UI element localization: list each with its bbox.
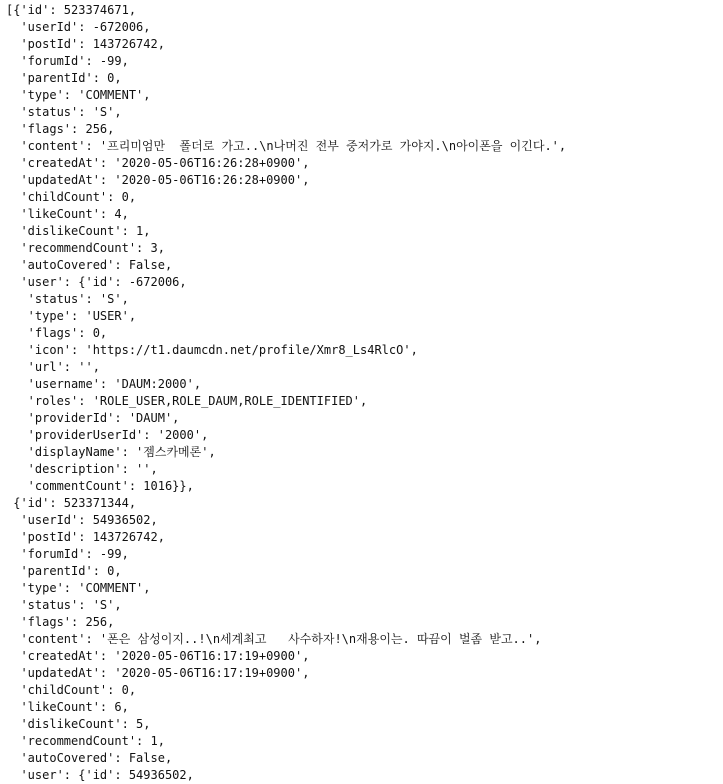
console-output <box>6 2 718 784</box>
output-line: 'user': {'id': 54936502, <box>6 768 194 782</box>
output-line: 'type': 'COMMENT', <box>6 581 151 595</box>
output-line: 'status': 'S', <box>6 105 122 119</box>
output-line: 'status': 'S', <box>6 598 122 612</box>
output-line: 'commentCount': 1016}}, <box>6 479 194 493</box>
output-line: 'providerUserId': '2000', <box>6 428 209 442</box>
output-line: [{'id': 523374671, <box>6 3 137 17</box>
output-line: 'parentId': 0, <box>6 71 122 85</box>
output-line: 'childCount': 0, <box>6 683 137 697</box>
output-line: 'likeCount': 4, <box>6 207 129 221</box>
output-line: 'recommendCount': 1, <box>6 734 165 748</box>
output-line: {'id': 523371344, <box>6 496 137 510</box>
output-line: 'displayName': '젬스카메론', <box>6 445 216 459</box>
output-line: 'content': '폰은 삼성이지..!\n세계최고 사수하자!\n재용이는. 따끔이 벌좀 받고..', <box>6 632 542 646</box>
output-line: 'user': {'id': -672006, <box>6 275 187 289</box>
output-line: 'autoCovered': False, <box>6 258 173 272</box>
output-line: 'postId': 143726742, <box>6 37 165 51</box>
output-line: 'parentId': 0, <box>6 564 122 578</box>
output-line: 'roles': 'ROLE_USER,ROLE_DAUM,ROLE_IDENTIFIED', <box>6 394 368 408</box>
output-line: 'flags': 256, <box>6 122 115 136</box>
output-line: 'likeCount': 6, <box>6 700 129 714</box>
output-line: 'flags': 256, <box>6 615 115 629</box>
output-line: 'forumId': -99, <box>6 547 129 561</box>
output-line: 'username': 'DAUM:2000', <box>6 377 202 391</box>
output-line: 'description': '', <box>6 462 158 476</box>
output-line: 'type': 'COMMENT', <box>6 88 151 102</box>
output-line: 'recommendCount': 3, <box>6 241 165 255</box>
output-line: 'dislikeCount': 1, <box>6 224 151 238</box>
output-line: 'createdAt': '2020-05-06T16:17:19+0900', <box>6 649 310 663</box>
output-line: 'url': '', <box>6 360 100 374</box>
output-line: 'updatedAt': '2020-05-06T16:26:28+0900', <box>6 173 310 187</box>
output-line: 'providerId': 'DAUM', <box>6 411 180 425</box>
output-line: 'userId': -672006, <box>6 20 151 34</box>
output-line: 'userId': 54936502, <box>6 513 158 527</box>
output-line: 'updatedAt': '2020-05-06T16:17:19+0900', <box>6 666 310 680</box>
output-line: 'autoCovered': False, <box>6 751 173 765</box>
output-line: 'postId': 143726742, <box>6 530 165 544</box>
output-line: 'type': 'USER', <box>6 309 137 323</box>
output-line: 'createdAt': '2020-05-06T16:26:28+0900', <box>6 156 310 170</box>
output-line: 'forumId': -99, <box>6 54 129 68</box>
output-line: 'content': '프리미엄만 폴더로 가고..\n나머진 전부 중저가로 가야지.\n아이폰을 이긴다.', <box>6 139 567 153</box>
output-line: 'dislikeCount': 5, <box>6 717 151 731</box>
output-line: 'status': 'S', <box>6 292 129 306</box>
output-line: 'flags': 0, <box>6 326 108 340</box>
output-line: 'icon': 'https://t1.daumcdn.net/profile/Xmr8_Ls4RlcO', <box>6 343 418 357</box>
output-line: 'childCount': 0, <box>6 190 137 204</box>
